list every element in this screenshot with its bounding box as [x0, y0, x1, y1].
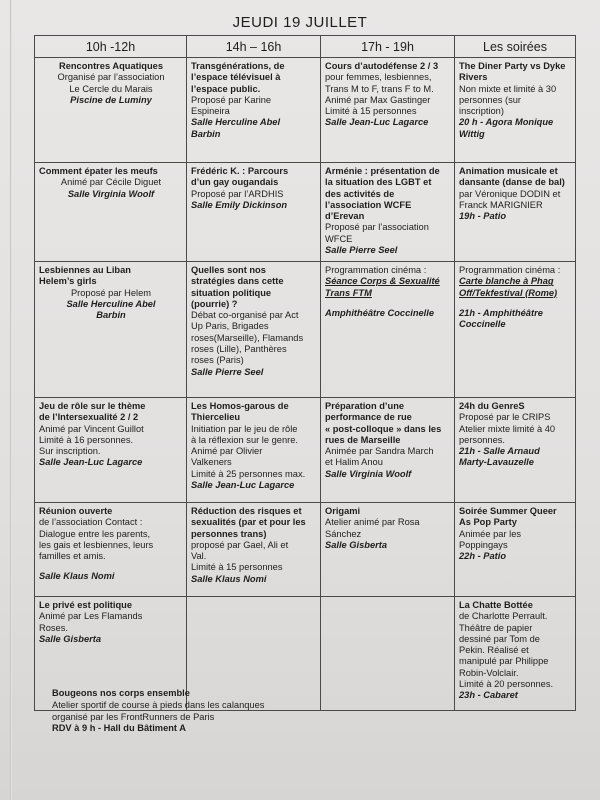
event-text: Animé par Vincent Guillot — [39, 423, 144, 434]
footer-note — [52, 688, 532, 735]
event-title: Origami — [325, 506, 361, 516]
event-title: Cours d’autodéfense 2 / 3 — [325, 61, 439, 71]
event-cell — [35, 262, 187, 398]
event-title: l’association WCFE — [325, 199, 412, 210]
event-text: Proposé par le CRIPS — [459, 412, 551, 423]
event-title: Jeu de rôle sur le thème — [39, 401, 146, 411]
event-text: Poppingays — [459, 539, 508, 550]
event-title: d’un gay ougandais — [191, 177, 279, 188]
event-text: pour femmes, lesbiennes, — [325, 72, 432, 83]
event-text: Robin-Volclair. — [459, 667, 519, 678]
event-text: personnes (sur — [459, 94, 522, 105]
event-cell — [321, 262, 455, 398]
event-text: de Charlotte Perrault. — [459, 611, 548, 622]
event-title: Réunion ouverte — [39, 506, 113, 516]
column-header: 14h – 16h — [187, 36, 321, 58]
event-text: roses(Marseille), Flamands — [191, 332, 304, 343]
event-title: sexualités (par et pour les — [191, 517, 306, 528]
column-header: 10h -12h — [35, 36, 187, 58]
event-title: dansante (danse de bal) — [459, 177, 565, 188]
event-location: Barbin — [191, 128, 221, 139]
event-text: dessiné par Tom de — [459, 633, 540, 644]
event-text: les gais et lesbiennes, leurs — [39, 539, 154, 550]
event-location: Salle Emily Dickinson — [191, 199, 288, 210]
event-location: Salle Jean-Luc Lagarce — [325, 117, 429, 128]
event-text: inscription) — [459, 106, 504, 117]
event-text: Animé par Les Flamands — [39, 611, 143, 622]
event-text: Animé par Olivier — [191, 446, 263, 457]
event-text: personnes. — [459, 434, 505, 445]
schedule-table — [34, 35, 576, 711]
event-title: 24h du GenreS — [459, 401, 525, 411]
event-location: Piscine de Luminy — [70, 94, 152, 105]
event-text: Proposé par Karine — [191, 94, 272, 105]
footer-text: organisé par les FrontRunners de Paris — [52, 711, 215, 722]
event-title: performance de rue — [325, 412, 412, 423]
event-text: Franck MARIGNIER — [459, 199, 543, 210]
event-cell — [187, 58, 321, 163]
event-cell — [321, 163, 455, 262]
event-title: Carte blanche à Phag — [459, 276, 554, 287]
event-location: 20 h - Agora Monique — [459, 117, 554, 128]
event-title: Thiercelieu — [191, 412, 241, 423]
event-text: Programmation cinéma : — [325, 265, 427, 275]
event-text: Pekin. Réalisé et — [459, 645, 529, 656]
event-text: Programmation cinéma : — [459, 265, 561, 275]
event-text: Valkeners — [191, 457, 232, 468]
event-cell — [321, 503, 455, 597]
event-text: Proposé par l’ARDHIS — [191, 188, 284, 199]
event-cell — [35, 163, 187, 262]
event-text: Proposé par l’association — [325, 222, 429, 233]
event-title: Rivers — [459, 72, 488, 83]
event-title: stratégies dans cette — [191, 276, 284, 287]
spacer — [459, 299, 572, 308]
column-header: 17h - 19h — [321, 36, 455, 58]
event-location: Salle Herculine Abel — [191, 117, 281, 128]
event-title: Réduction des risques et — [191, 506, 302, 516]
event-cell — [35, 503, 187, 597]
spacer — [39, 562, 183, 571]
event-text: Limité à 20 personnes. — [459, 679, 554, 690]
event-title: Transgénérations, de — [191, 61, 285, 71]
event-title: Frédéric K. : Parcours — [191, 166, 289, 176]
event-text: de l’association Contact : — [39, 517, 143, 528]
event-text: roses (Paris) — [191, 355, 244, 366]
event-location: Salle Klaus Nomi — [39, 571, 115, 582]
event-text: Animée par Sandra March — [325, 446, 434, 457]
event-text: Initiation par le jeu de rôle — [191, 423, 298, 434]
event-cell — [455, 262, 576, 398]
event-title: la situation des LGBT et — [325, 177, 432, 188]
page-fold-shadow — [10, 0, 12, 800]
event-cell — [187, 262, 321, 398]
event-text: Limité à 16 personnes. — [39, 434, 134, 445]
event-location: Marty-Lavauzelle — [459, 457, 534, 468]
event-text: Espineira — [191, 106, 230, 117]
event-title: As Pop Party — [459, 517, 517, 528]
event-location: Salle Gisberta — [39, 633, 102, 644]
event-text: roses (Lille), Panthères — [191, 344, 287, 355]
event-text: Dialogue entre les parents, — [39, 528, 151, 539]
event-text: Débat co-organisé par Act — [191, 310, 299, 321]
event-location: Salle Virginia Woolf — [67, 188, 155, 199]
event-text: Théâtre de papier — [459, 622, 533, 633]
event-text: Up Paris, Brigades — [191, 321, 269, 332]
event-title: Trans FTM — [325, 287, 372, 298]
event-title: Séance Corps & Sexualité — [325, 276, 440, 287]
event-location: Salle Pierre Seel — [191, 366, 264, 377]
event-location: Salle Klaus Nomi — [191, 573, 267, 584]
event-text: Trans M to F, trans F to M. — [325, 83, 434, 94]
event-title: Le privé est politique — [39, 600, 132, 610]
event-title: l’espace public. — [191, 83, 261, 94]
event-location: Wittig — [459, 128, 485, 139]
event-location: Salle Virginia Woolf — [325, 468, 412, 479]
event-text: proposé par Gael, Ali et — [191, 539, 289, 550]
event-cell — [321, 58, 455, 163]
spacer — [325, 299, 451, 308]
event-title: Les Homos-garous de — [191, 401, 289, 411]
event-title: Comment épater les meufs — [39, 166, 158, 176]
event-title: (pourrie) ? — [191, 298, 238, 309]
event-location: Salle Gisberta — [325, 539, 388, 550]
event-text: Roses. — [39, 622, 68, 633]
event-location: 19h - Patio — [459, 211, 507, 222]
event-title: l’espace télévisuel à — [191, 72, 281, 83]
event-location: 22h - Patio — [459, 551, 507, 562]
event-cell — [187, 398, 321, 503]
event-title: Rencontres Aquatiques — [58, 61, 163, 71]
event-cell — [35, 398, 187, 503]
schedule-row — [35, 398, 576, 503]
event-cell — [455, 398, 576, 503]
event-text: Val. — [191, 551, 207, 562]
column-header: Les soirées — [455, 36, 576, 58]
event-title: situation politique — [191, 287, 272, 298]
event-text: Animé par Cécile Diguet — [60, 177, 162, 188]
event-cell — [321, 398, 455, 503]
event-cell — [455, 503, 576, 597]
schedule-row — [35, 503, 576, 597]
event-cell — [455, 58, 576, 163]
event-location: Salle Herculine Abel — [66, 298, 156, 309]
event-title: rues de Marseille — [325, 434, 401, 445]
event-location: 23h - Cabaret — [459, 690, 518, 701]
event-text: Sánchez — [325, 528, 362, 539]
event-text: WFCE — [325, 233, 353, 244]
page-title: JEUDI 19 JUILLET — [232, 14, 368, 31]
event-location: Salle Pierre Seel — [325, 245, 398, 256]
schedule-row — [35, 58, 576, 163]
event-text: Organisé par l’association — [57, 72, 165, 83]
event-location: 21h - Salle Arnaud — [459, 446, 540, 457]
header-row — [35, 36, 576, 58]
event-title: de l’Intersexualité 2 / 2 — [39, 412, 139, 423]
event-title: Quelles sont nos — [191, 265, 266, 275]
event-text: familles et amis. — [39, 551, 106, 562]
footer-meeting: RDV à 9 h - Hall du Bâtiment A — [52, 723, 186, 734]
event-location: Salle Jean-Luc Lagarce — [39, 457, 143, 468]
event-cell — [187, 503, 321, 597]
schedule-row — [35, 262, 576, 398]
event-text: Sur inscription. — [39, 446, 101, 457]
event-text: Atelier mixte limité à 40 — [459, 423, 556, 434]
event-text: Animée par les — [459, 528, 522, 539]
event-location: 21h - Amphithéâtre — [459, 307, 543, 318]
event-title: Lesbiennes au Liban — [39, 265, 131, 275]
event-text: Le Cercle du Marais — [69, 83, 153, 94]
event-title: « post-colloque » dans les — [325, 423, 442, 434]
event-cell — [35, 58, 187, 163]
event-location: Barbin — [96, 310, 126, 321]
event-text: Limité à 25 personnes max. — [191, 468, 306, 479]
event-title: d’Erevan — [325, 211, 365, 222]
event-title: personnes trans) — [191, 528, 267, 539]
event-location: Salle Jean-Luc Lagarce — [191, 480, 295, 491]
event-title: Arménie : présentation de — [325, 166, 440, 176]
event-title: The Diner Party vs Dyke — [459, 61, 566, 71]
event-title: des activités de — [325, 188, 395, 199]
event-title: La Chatte Bottée — [459, 600, 533, 610]
event-text: Proposé par Helem — [70, 287, 152, 298]
footer-text: Atelier sportif de course à pieds dans les calanques — [52, 699, 265, 710]
event-cell — [455, 163, 576, 262]
event-title: Helem’s girls — [39, 276, 97, 287]
event-title: Off/Tekfestival (Rome) — [459, 287, 558, 298]
footer-title: Bougeons nos corps ensemble — [52, 688, 190, 698]
event-cell — [187, 163, 321, 262]
event-text: et Halim Anou — [325, 457, 383, 468]
event-text: Non mixte et limité à 30 — [459, 83, 557, 94]
event-text: manipulé par Philippe — [459, 656, 549, 667]
event-text: par Véronique DODIN et — [459, 188, 561, 199]
event-location: Amphithéâtre Coccinelle — [325, 307, 435, 318]
event-title: Animation musicale et — [459, 166, 558, 176]
event-title: Préparation d’une — [325, 401, 405, 411]
event-title: Soirée Summer Queer — [459, 506, 557, 516]
event-text: Animé par Max Gastinger — [325, 94, 431, 105]
event-location: Coccinelle — [459, 319, 506, 330]
event-text: à la réflexion sur le genre. — [191, 434, 298, 445]
event-text: Limité à 15 personnes — [325, 106, 417, 117]
event-text: Atelier animé par Rosa — [325, 517, 420, 528]
schedule-row — [35, 163, 576, 262]
event-text: Limité à 15 personnes — [191, 562, 283, 573]
